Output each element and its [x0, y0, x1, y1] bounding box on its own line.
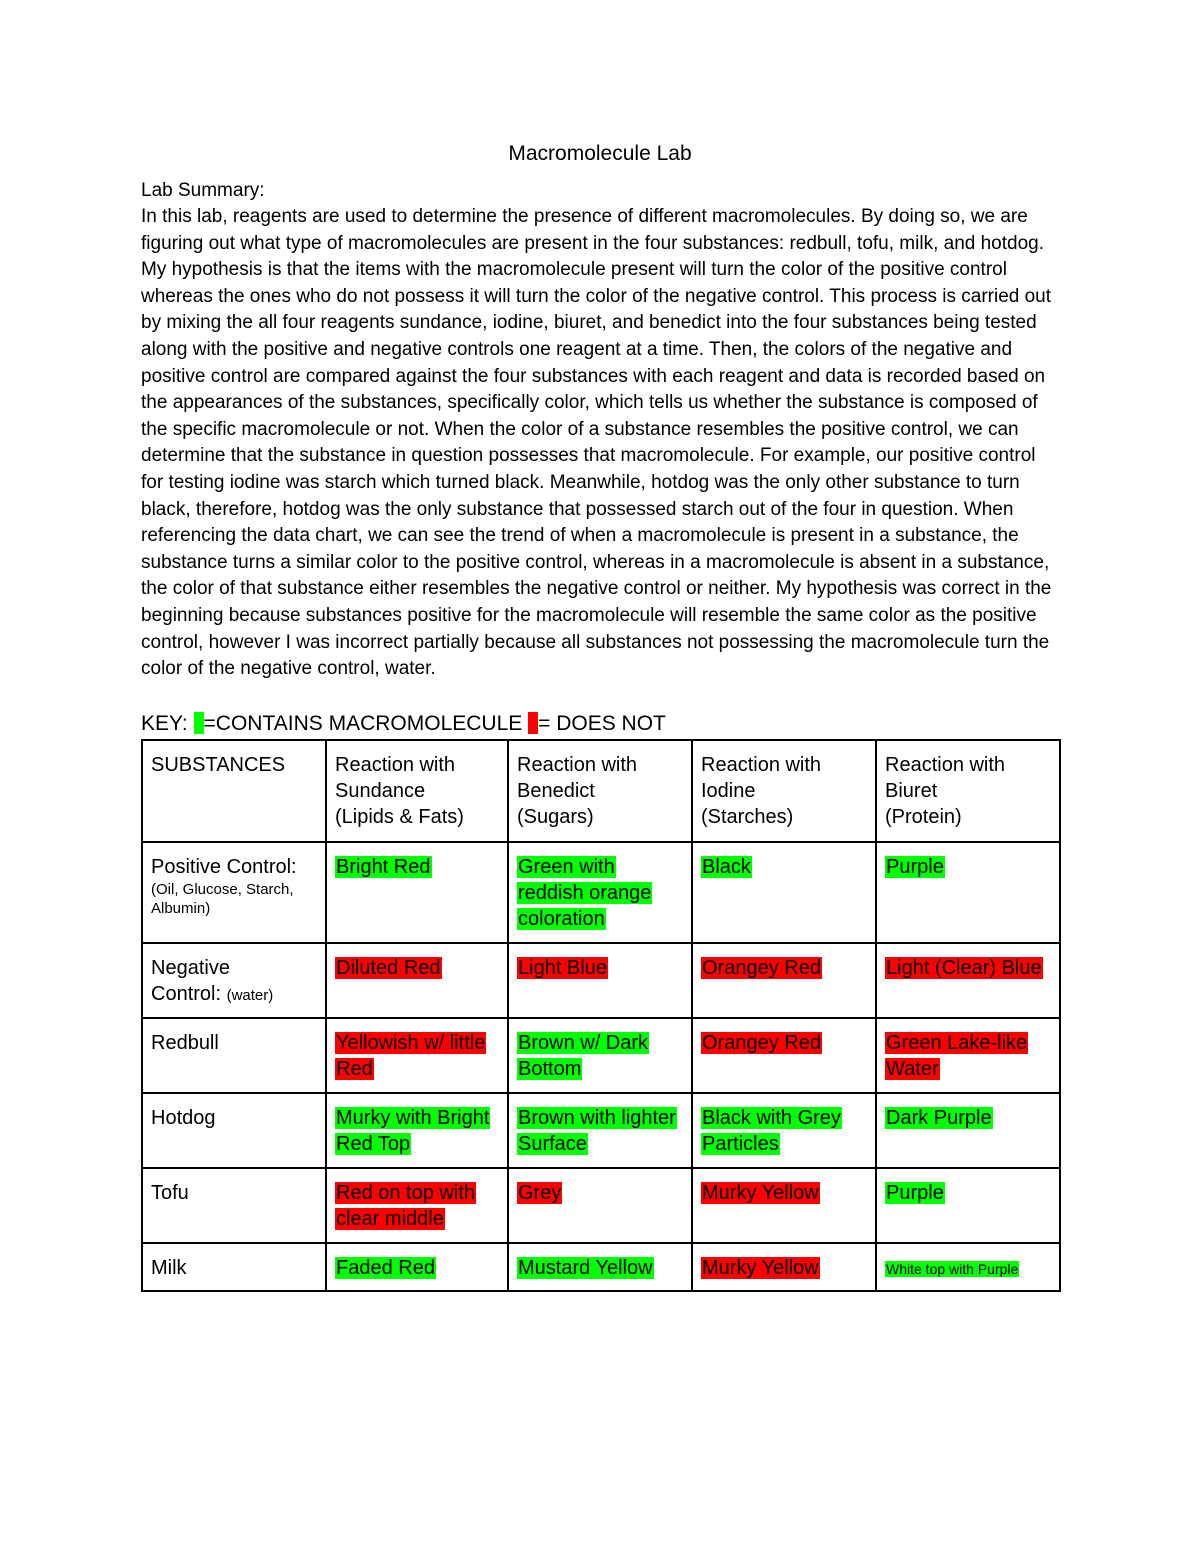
result-cell: Brown w/ Dark Bottom [508, 1018, 692, 1093]
key-prefix: KEY: [141, 711, 194, 735]
document-page [141, 140, 1059, 1292]
result-cell: Purple [876, 842, 1060, 943]
table-row [142, 943, 1060, 1018]
result-cell: Murky with Bright Red Top [326, 1093, 508, 1168]
result-cell: Mustard Yellow [508, 1243, 692, 1291]
document-title: Macromolecule Lab [508, 142, 692, 165]
result-cell: Grey [508, 1168, 692, 1243]
result-cell: Faded Red [326, 1243, 508, 1291]
header-cell: Reaction with Benedict (Sugars) [508, 740, 692, 842]
key-contains-label: =CONTAINS MACROMOLECULE [203, 711, 529, 735]
result-cell: Black with Grey Particles [692, 1093, 876, 1168]
table-row [142, 1018, 1060, 1093]
substance-cell: Negative Control: (water) [142, 943, 326, 1018]
results-table [141, 739, 1061, 1292]
result-cell: Green with reddish orange coloration [508, 842, 692, 943]
result-cell: Yellowish w/ little Red [326, 1018, 508, 1093]
does-not-swatch [528, 712, 538, 734]
substance-cell: Redbull [142, 1018, 326, 1093]
table-row [142, 1243, 1060, 1291]
result-cell: Purple [876, 1168, 1060, 1243]
result-cell: Green Lake-like Water [876, 1018, 1060, 1093]
key-not-label: = DOES NOT [538, 711, 666, 735]
result-cell: Brown with lighter Surface [508, 1093, 692, 1168]
result-cell: Murky Yellow [692, 1168, 876, 1243]
result-cell: Diluted Red [326, 943, 508, 1018]
substance-cell: Milk [142, 1243, 326, 1291]
contains-swatch [194, 712, 204, 734]
result-cell: Orangey Red [692, 943, 876, 1018]
result-cell: White top with Purple [876, 1243, 1060, 1291]
table-row [142, 1168, 1060, 1243]
result-cell: Orangey Red [692, 1018, 876, 1093]
header-cell: Reaction with Iodine (Starches) [692, 740, 876, 842]
result-cell: Light Blue [508, 943, 692, 1018]
table-header-row [142, 740, 1060, 842]
table-row [142, 1093, 1060, 1168]
header-cell: Reaction with Sundance (Lipids & Fats) [326, 740, 508, 842]
color-key [141, 711, 1059, 737]
header-cell: SUBSTANCES [142, 740, 326, 842]
summary-label: Lab Summary: [141, 180, 265, 201]
substance-cell: Hotdog [142, 1093, 326, 1168]
summary-paragraph: In this lab, reagents are used to determine the presence of different macromolecules. By doing so, we are figuring out what type of macromolecules are present in the four substances: redbull, tofu, milk, and hotdog. My hypothesis is that the items with the macromolecule present will turn the color of the positive control whereas the ones who do not possess it will turn the color of the negative control. This process is carried out by mixing the all four reagents sundance, iodine, biuret, and benedict into the four substances being tested along with the positive and negative controls one reagent at a time. Then, the colors of the negative and positive control are compared against the four substances with each reagent and data is recorded based on the appearances of the substances, specifically color, which tells us whether the substance is composed of the specific macromolecule or not. When the color of a substance resembles the positive control, we can determine that the substance in question possesses that macromolecule. For example, our positive control for testing iodine was starch which turned black. Meanwhile, hotdog was the only other substance to turn black, therefore, hotdog was the only substance that possessed starch out of the four in question. When referencing the data chart, we can see the trend of when a macromolecule is present in a substance, the substance turns a similar color to the positive control, whereas in a macromolecule is absent in a substance, the color of that substance either resembles the negative control or neither. My hypothesis was correct in the beginning because substances positive for the macromolecule will resemble the same color as the positive control, however I was incorrect partially because all substances not possessing the macromolecule turn the color of the negative control, water. [141, 206, 1052, 680]
result-cell: Black [692, 842, 876, 943]
substance-cell: Tofu [142, 1168, 326, 1243]
table-row [142, 842, 1060, 943]
header-cell: Reaction with Biuret (Protein) [876, 740, 1060, 842]
result-cell: Dark Purple [876, 1093, 1060, 1168]
result-cell: Light (Clear) Blue [876, 943, 1060, 1018]
result-cell: Red on top with clear middle [326, 1168, 508, 1243]
result-cell: Bright Red [326, 842, 508, 943]
substance-cell: Positive Control: (Oil, Glucose, Starch, Albumin) [142, 842, 326, 943]
result-cell: Murky Yellow [692, 1243, 876, 1291]
